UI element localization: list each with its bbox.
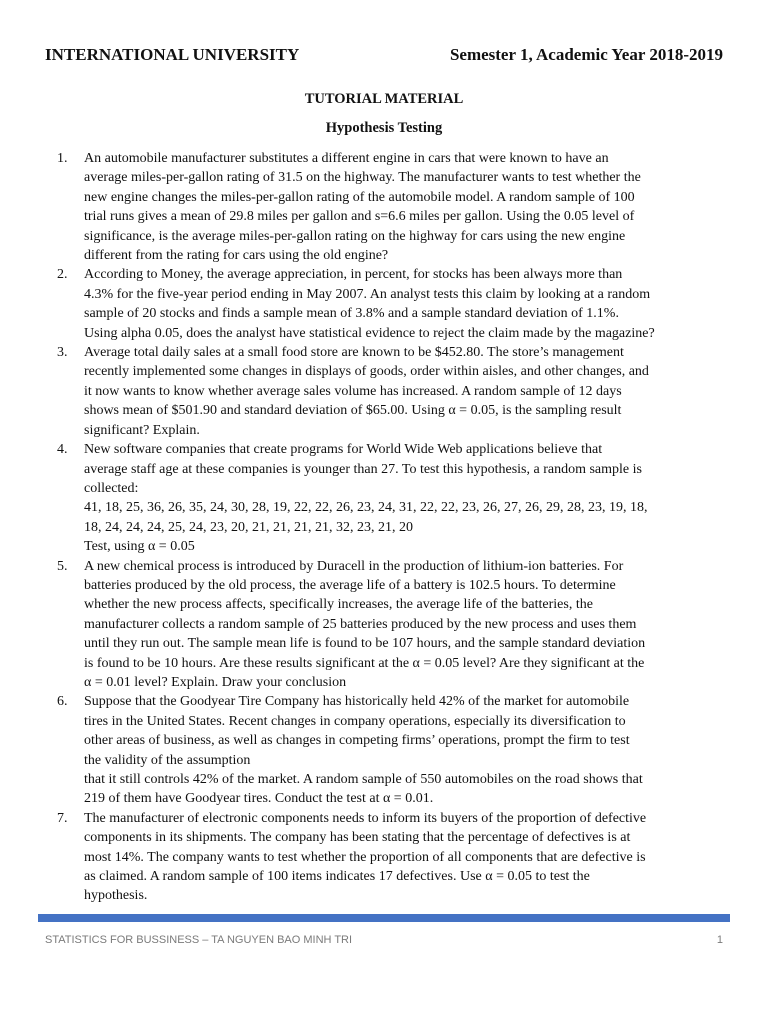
footer-divider-bar — [38, 914, 730, 922]
question-text: Suppose that the Goodyear Tire Company has historically held 42% of the market for automobile tires in the United States. Recent changes in company operations, especially its diversification to other areas of business, as well as changes in competing firms’ operations, prompt the firm to test the validity of the assumption that it still controls 42% of the market. A random sample of 550 automobiles on the road shows that 219 of them have Goodyear tires. Conduct the test at α = 0.01. — [84, 694, 643, 807]
page-header — [45, 45, 723, 71]
question-text: An automobile manufacturer substitutes a different engine in cars that were known to have an average miles-per-gallon rating of 31.5 on the highway. The manufacturer wants to test whether the new engine changes the miles-per-gallon rating of the automobile model. A random sample of 100 trial runs gives a mean of 29.8 miles per gallon and s=6.6 miles per gallon. Using the 0.05 level of significance, is the average miles-per-gallon rating on the highway for cars using the new engine different from the rating for cars using the old engine? — [84, 151, 641, 264]
document-title: TUTORIAL MATERIAL — [304, 91, 464, 107]
question-text: A new chemical process is introduced by Duracell in the production of lithium-ion batteries. For batteries produced by the old process, the average life of a battery is 102.5 hours. To determine whether the new process affects, specifically increases, the average life of the batteries, the manufacturer collects a random sample of 25 batteries produced by the new process and uses them until they run out. The sample mean life is found to be 107 hours, and the sample standard deviation is found to be 10 hours. Are these results significant at the α = 0.05 level? Are they significant at the α = 0.01 level? Explain. Draw your conclusion — [84, 558, 646, 690]
footer-text: STATISTICS FOR BUSSINESS – TA NGUYEN BAO MINH TRI — [45, 934, 353, 946]
question-item — [57, 809, 734, 906]
question-item — [57, 440, 734, 556]
question-number: 7. — [57, 810, 68, 826]
question-item — [57, 149, 734, 265]
document-subtitle: Hypothesis Testing — [325, 120, 443, 136]
question-item — [57, 692, 734, 808]
question-text: The manufacturer of electronic components needs to inform its buyers of the proportion of defective components in its shipments. The company has been stating that the percentage of defectives is at most 14%. The company wants to test whether the proportion of all components that are defective is as claimed. A random sample of 100 items indicates 17 defectives. Use α = 0.05 to test the hypothesis. — [84, 810, 647, 904]
question-number: 1. — [57, 151, 68, 166]
semester-label: Semester 1, Academic Year 2018-2019 — [449, 45, 723, 64]
question-text: Average total daily sales at a small food store are known to be $452.80. The store’s management recently implemented some changes in displays of goods, order within aisles, and other changes, and it now wants to know whether average sales volume has increased. A random sample of 12 days shows mean of $501.90 and standard deviation of $65.00. Using α = 0.05, is the sampling result significant? Explain. — [84, 345, 649, 438]
page-number: 1 — [716, 934, 723, 946]
question-list — [57, 149, 734, 906]
question-number: 3. — [57, 345, 68, 361]
question-text: New software companies that create programs for World Wide Web applications believe that average staff age at these companies is younger than 27. To test this hypothesis, a random sample is collected: 41, 18, 25, 36, 26, 35, 24, 30, 28, 19, 22, 22, 26, 23, 24, 31, 22, 22, 23, 26, 27, 26, 29, 28, 23, 19, 18, 18, 24, 24, 24, 25, 24, 23, 20, 21, 21, 21, 21, 32, 23, 21, 20 Test, using α = 0.05 — [84, 442, 648, 555]
question-item — [57, 343, 734, 440]
question-number: 5. — [57, 558, 68, 574]
question-item — [57, 557, 734, 693]
question-number: 6. — [57, 694, 68, 710]
university-name: INTERNATIONAL UNIVERSITY — [45, 45, 300, 64]
question-number: 4. — [57, 442, 68, 458]
question-number: 2. — [57, 267, 68, 283]
page-footer — [45, 934, 723, 952]
question-item — [57, 265, 734, 343]
question-text: According to Money, the average appreciation, in percent, for stocks has been always more than 4.3% for the five-year period ending in May 2007. An analyst tests this claim by looking at a random sample of 20 stocks and finds a sample mean of 3.8% and a sample standard deviation of 1.1%. Using alpha 0.05, does the analyst have statistical evidence to reject the claim made by the magazine? — [84, 267, 655, 341]
